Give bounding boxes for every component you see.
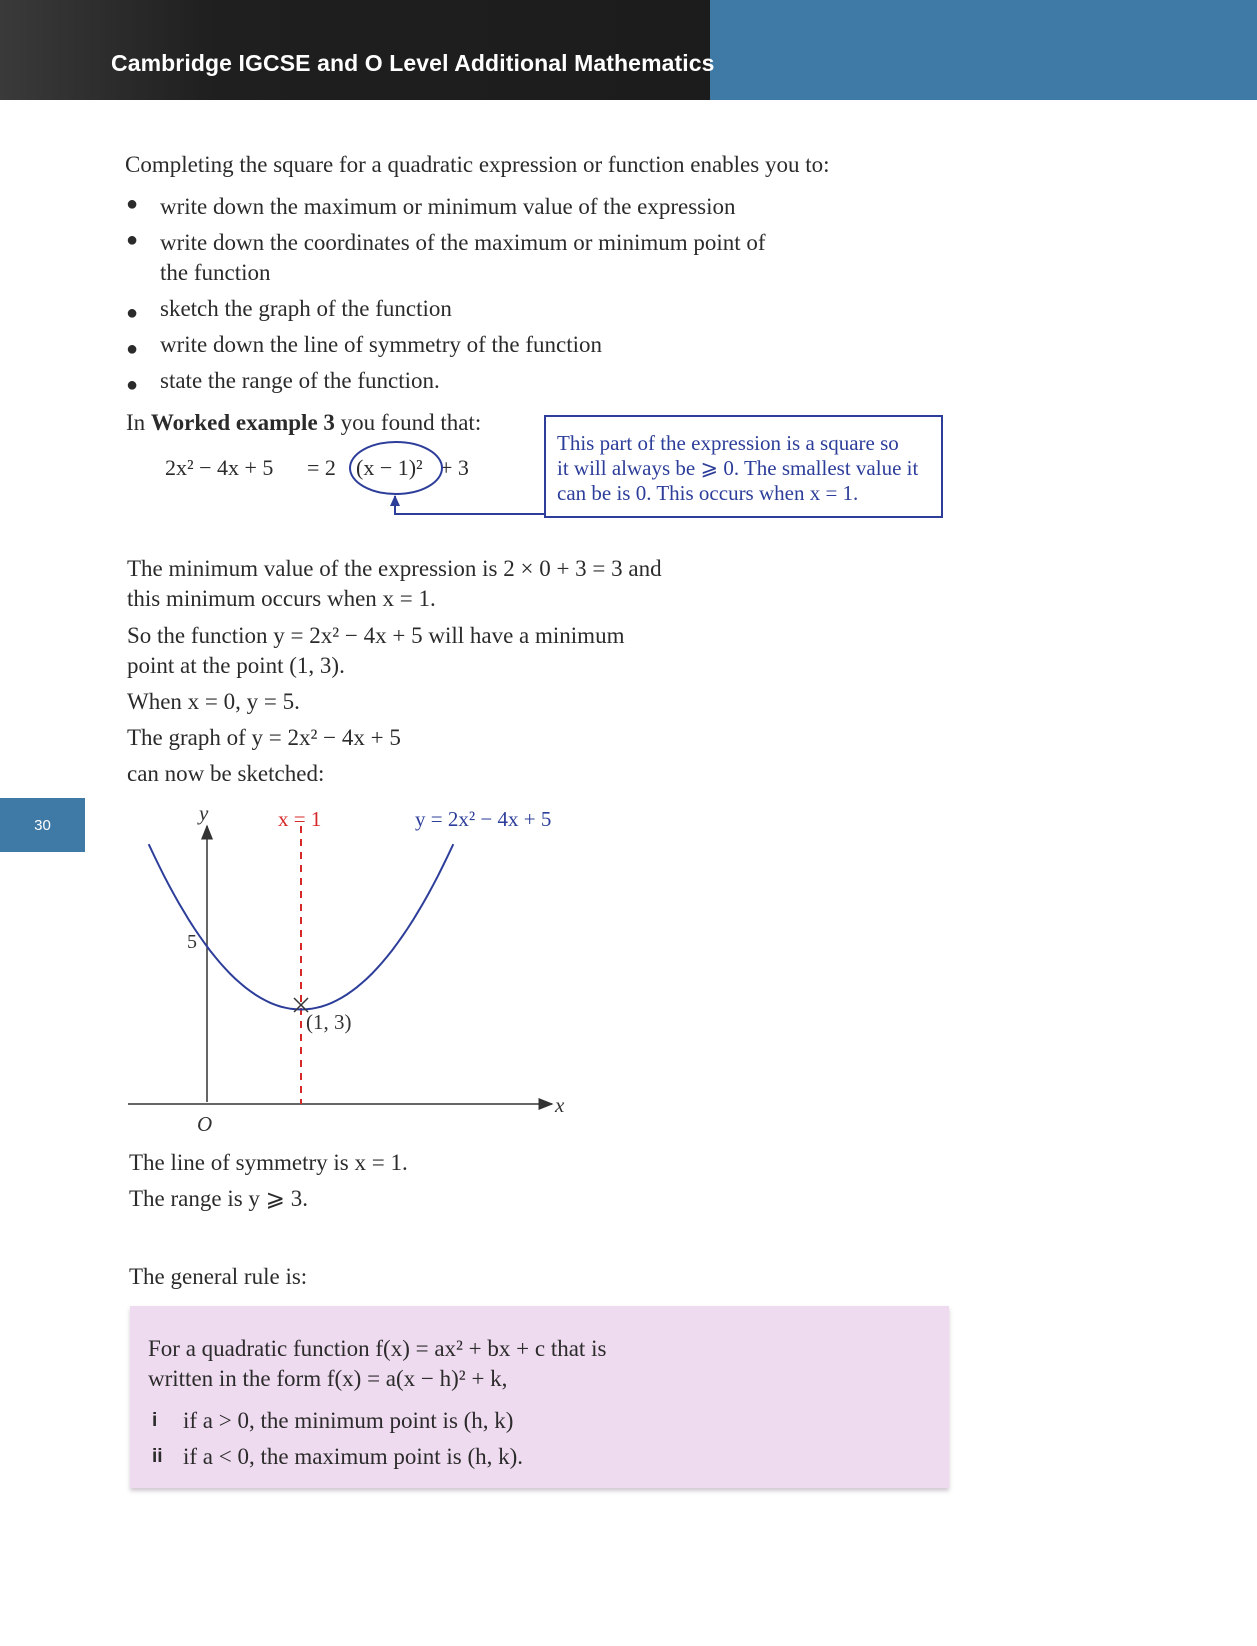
- bullet-item: sketch the graph of the function: [160, 296, 452, 321]
- rule-item-number: i: [152, 1410, 158, 1431]
- body-text: When x = 0, y = 5.: [127, 689, 300, 714]
- bullet-dot: ●: [126, 193, 139, 215]
- body-text: So the function y = 2x² − 4x + 5 will have a minimum: [127, 623, 625, 648]
- note-line: it will always be ⩾ 0. The smallest value it: [557, 456, 919, 480]
- rule-item-number: ii: [152, 1446, 163, 1467]
- origin-label: O: [197, 1112, 213, 1136]
- annotation-arrow-head: [390, 495, 400, 506]
- annotation-arrow-line: [395, 496, 544, 514]
- bullet-item: state the range of the function.: [160, 368, 440, 393]
- general-rule-box: [130, 1306, 949, 1488]
- bullet-item-cont: the function: [160, 260, 271, 285]
- bullet-dot: ●: [126, 229, 139, 251]
- rule-item-text: if a < 0, the maximum point is (h, k).: [183, 1444, 524, 1469]
- note-line: This part of the expression is a square so: [557, 431, 899, 455]
- bullet-dot: ●: [126, 374, 139, 396]
- bullet-dot: ●: [126, 302, 139, 324]
- bullet-item: write down the maximum or minimum value of the expression: [160, 194, 736, 219]
- worked-equation-eq: = 2: [307, 455, 336, 480]
- body-text: The graph of y = 2x² − 4x + 5: [127, 725, 401, 750]
- general-rule-intro: The general rule is:: [129, 1264, 308, 1289]
- body-text: can now be sketched:: [127, 761, 325, 786]
- bullet-item: write down the line of symmetry of the function: [160, 332, 603, 357]
- book-title: Cambridge IGCSE and O Level Additional Mathematics: [111, 50, 715, 76]
- worked-equation-tail: + 3: [440, 455, 469, 480]
- rule-line: written in the form f(x) = a(x − h)² + k,: [148, 1366, 508, 1391]
- page-number: 30: [0, 798, 85, 852]
- symmetry-statement: The line of symmetry is x = 1.: [129, 1150, 408, 1175]
- bullet-dot: ●: [126, 338, 139, 360]
- rule-line: For a quadratic function f(x) = ax² + bx + c that is: [148, 1336, 607, 1361]
- vertex-label: (1, 3): [306, 1010, 352, 1034]
- range-statement: The range is y ⩾ 3.: [129, 1186, 308, 1211]
- curve-label: y = 2x² − 4x + 5: [415, 807, 552, 831]
- parabola-graph: [0, 790, 620, 1140]
- note-line: can be is 0. This occurs when x = 1.: [557, 481, 859, 505]
- symmetry-label: x = 1: [278, 807, 322, 831]
- body-text: this minimum occurs when x = 1.: [127, 586, 436, 611]
- intercept-label: 5: [187, 931, 197, 953]
- worked-equation-lhs: 2x² − 4x + 5: [165, 455, 274, 480]
- rule-item-text: if a > 0, the minimum point is (h, k): [183, 1408, 514, 1433]
- bullet-item: write down the coordinates of the maximum or minimum point of: [160, 230, 766, 255]
- body-text: point at the point (1, 3).: [127, 653, 345, 678]
- y-axis-label: y: [199, 801, 209, 825]
- x-axis-label: x: [555, 1093, 565, 1117]
- worked-equation-square: (x − 1)²: [356, 455, 423, 480]
- body-text: The minimum value of the expression is 2 × 0 + 3 = 3 and: [127, 556, 662, 581]
- annotation-note: [544, 415, 943, 518]
- intro-lead: Completing the square for a quadratic expression or function enables you to:: [125, 152, 830, 177]
- worked-intro: In Worked example 3 you found that:: [126, 410, 482, 435]
- square-circle: [350, 442, 442, 494]
